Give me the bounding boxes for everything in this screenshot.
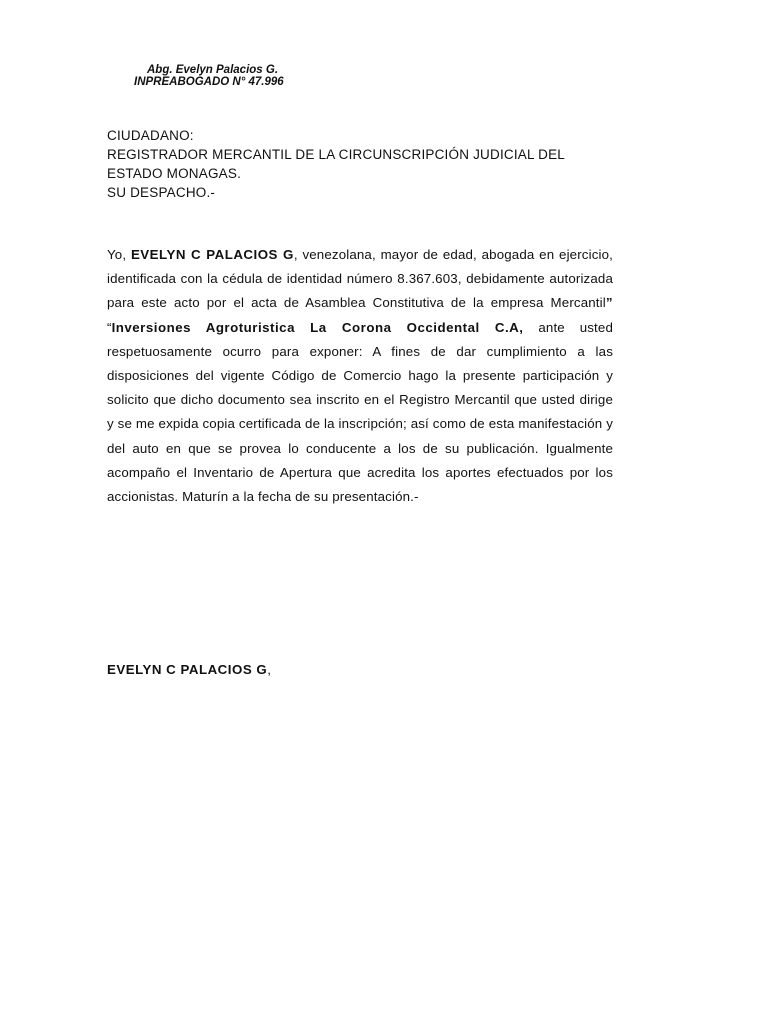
body-opening: Yo,: [107, 247, 131, 262]
signature-block: [107, 661, 271, 679]
addressee-block: [107, 126, 617, 202]
body-text-part2: ante usted respetuosamente ocurro para exponer: A fines de dar cumplimiento a las disposiciones del vigente Código de Comercio hago la presente participación y solicito que dicho documento sea inscrito en el Registro Mercantil que usted dirige y se me expida copia certificada de la inscripción; así como de esta manifestación y del auto en que se provea lo conducente a los de su publicación. Igualmente acompaño el Inventario de Apertura que acredita los aportes efectuados por los accionistas. Maturín a la fecha de su presentación.-: [107, 319, 613, 505]
signature-name: EVELYN C PALACIOS G: [107, 662, 268, 677]
body-signer-name: EVELYN C PALACIOS G: [130, 247, 294, 262]
lawyer-name: Abg. Evelyn Palacios G.: [147, 64, 279, 76]
body-company-name: Inversiones Agroturistica La Corona Occidental C.A,: [111, 319, 524, 335]
body-text-part1: , venezolana, mayor de edad, abogada en ejercicio, identificada con la cédula de identidad número 8.367.603, debidamente autorizada para este acto por el acta de Asamblea Constitutiva de la empresa Mercantil: [107, 247, 613, 311]
body-paragraph: [107, 243, 613, 509]
addressee-office: SU DESPACHO.-: [107, 185, 216, 200]
addressee-title: REGISTRADOR MERCANTIL DE LA CIRCUNSCRIPCIÓN JUDICIAL DEL: [107, 147, 566, 162]
signature-suffix: ,: [267, 662, 271, 677]
body-quote-close: ”: [605, 295, 613, 311]
letterhead: [134, 64, 284, 88]
body-quote-open: “: [107, 319, 112, 335]
addressee-state: ESTADO MONAGAS.: [107, 166, 242, 181]
lawyer-registration: INPREABOGADO N° 47.996: [134, 76, 284, 88]
addressee-salutation: CIUDADANO:: [107, 128, 194, 143]
